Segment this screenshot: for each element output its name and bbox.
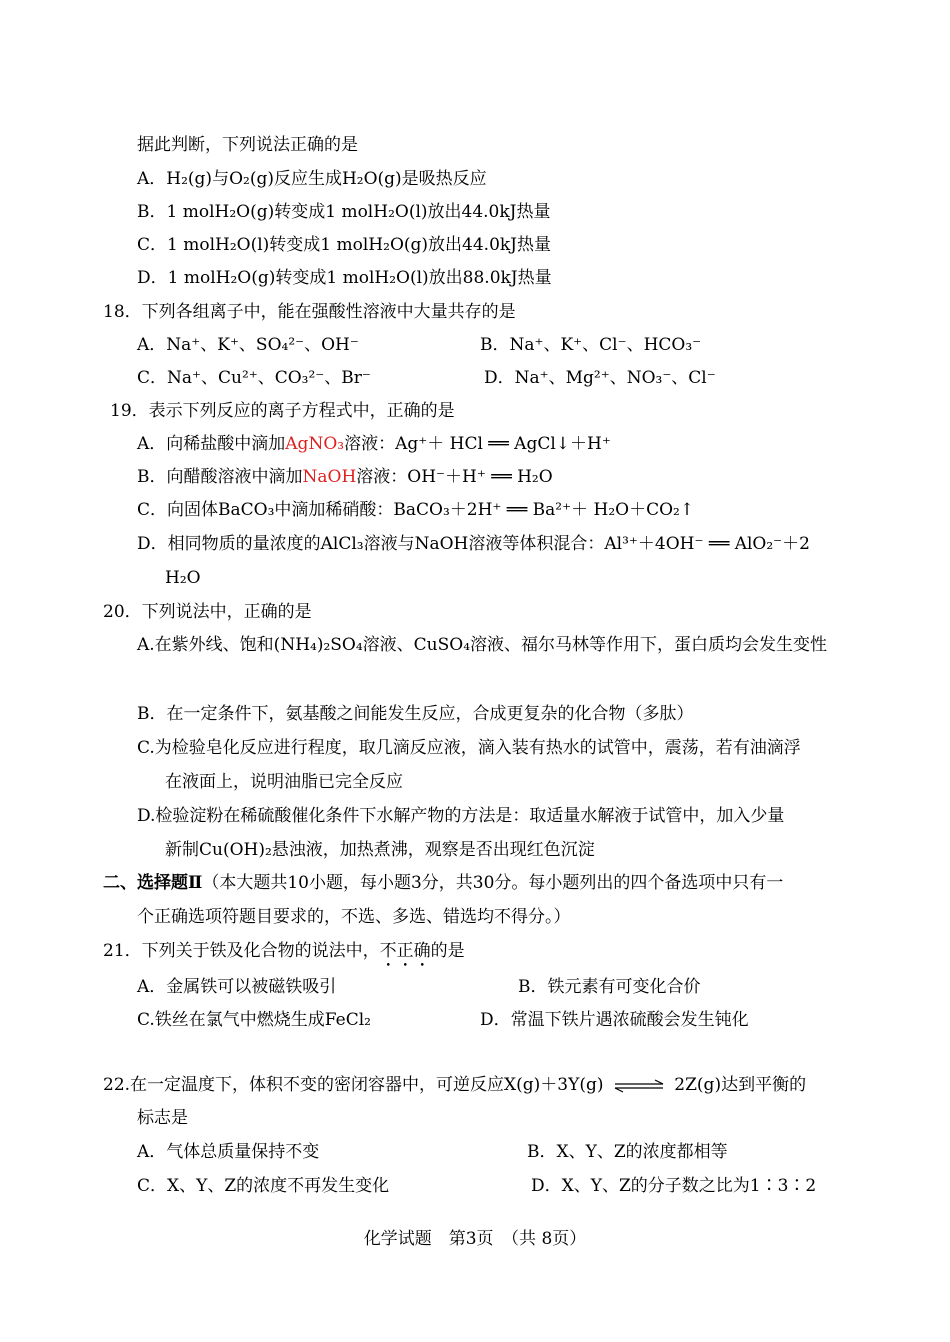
q21-option-b: B．铁元素有可变化合价 — [518, 977, 701, 997]
q21-stem — [103, 939, 465, 971]
q17-option-b: B．1 molH₂O(g)转变成1 molH₂O(l)放出44.0kJ热量 — [137, 202, 551, 222]
q19-stem: 19．表示下列反应的离子方程式中，正确的是 — [110, 401, 455, 421]
q21-option-c: C.铁丝在氯气中燃烧生成FeCl₂ — [137, 1010, 371, 1030]
q20-option-b: B．在一定条件下，氨基酸之间能发生反应，合成更复杂的化合物（多肽） — [137, 704, 694, 724]
q18-stem: 18．下列各组离子中，能在强酸性溶液中大量共存的是 — [103, 302, 516, 322]
q21-option-a: A．金属铁可以被磁铁吸引 — [137, 977, 337, 997]
q22-stem — [103, 1073, 806, 1097]
q20-option-d-cont: 新制Cu(OH)₂悬浊液，加热煮沸，观察是否出现红色沉淀 — [165, 840, 595, 860]
q19-option-b — [137, 465, 553, 489]
page-footer: 化学试题 第3页 （共 8页） — [363, 1229, 587, 1249]
q18-option-c: C．Na⁺、Cu²⁺、CO₃²⁻、Br⁻ — [137, 368, 371, 388]
q20-option-c: C.为检验皂化反应进行程度，取几滴反应液，滴入装有热水的试管中，震荡，若有油滴浮 — [137, 738, 801, 758]
q20-option-c-cont: 在液面上，说明油脂已完全反应 — [165, 772, 403, 792]
q22-stem-cont: 标志是 — [137, 1108, 188, 1128]
q18-option-d: D．Na⁺、Mg²⁺、NO₃⁻、Cl⁻ — [484, 368, 716, 388]
q22-stem-pre: 22.在一定温度下，体积不变的密闭容器中，可逆反应X(g)＋3Y(g) — [103, 1075, 604, 1095]
q18-option-b: B．Na⁺、K⁺、Cl⁻、HCO₃⁻ — [480, 335, 702, 355]
q19-a-pre: A．向稀盐酸中滴加 — [137, 434, 286, 454]
q19-option-d: D．相同物质的量浓度的AlCl₃溶液与NaOH溶液等体积混合：Al³⁺＋4OH⁻ ══ AlO₂⁻＋2 — [137, 534, 810, 554]
q20-option-d: D.检验淀粉在稀硫酸催化条件下水解产物的方法是：取适量水解液于试管中，加入少量 — [137, 806, 785, 826]
section2-title: 二、选择题Ⅱ — [103, 873, 203, 893]
q21-stem-post: 的是 — [430, 941, 465, 961]
q19-b-pre: B．向醋酸溶液中滴加 — [137, 467, 303, 487]
q19-a-post: 溶液：Ag⁺＋ HCl ══ AgCl↓＋H⁺ — [344, 434, 611, 454]
q19-option-d-cont: H₂O — [165, 568, 201, 588]
q19-option-a — [137, 432, 611, 456]
q20-option-a: A.在紫外线、饱和(NH₄)₂SO₄溶液、CuSO₄溶液、福尔马林等作用下，蛋白质均会发生变性 — [137, 635, 828, 655]
q17-option-a: A．H₂(g)与O₂(g)反应生成H₂O(g)是吸热反应 — [137, 169, 487, 189]
q17-option-c: C．1 molH₂O(l)转变成1 molH₂O(g)放出44.0kJ热量 — [137, 235, 552, 255]
q19-a-red: AgNO₃ — [285, 434, 345, 454]
q22-option-c: C．X、Y、Z的浓度不再发生变化 — [137, 1176, 390, 1196]
section2-desc: （本大题共10小题，每小题3分，共30分。每小题列出的四个备选项中只有一 — [202, 873, 784, 893]
q17-stem-cont: 据此判断，下列说法正确的是 — [137, 135, 358, 155]
q20-stem: 20．下列说法中，正确的是 — [103, 602, 312, 622]
q22-option-a: A．气体总质量保持不变 — [137, 1142, 320, 1162]
section2-heading — [103, 871, 783, 895]
q22-option-d: D．X、Y、Z的分子数之比为1∶3∶2 — [531, 1176, 817, 1196]
q19-option-c: C．向固体BaCO₃中滴加稀硝酸：BaCO₃＋2H⁺ ══ Ba²⁺＋ H₂O＋CO₂↑ — [137, 500, 695, 520]
q22-stem-post: 2Z(g)达到平衡的 — [674, 1075, 807, 1095]
equilibrium-arrow-icon — [609, 1079, 669, 1093]
q19-b-post: 溶液：OH⁻＋H⁺ ══ H₂O — [356, 467, 553, 487]
q18-option-a: A．Na⁺、K⁺、SO₄²⁻、OH⁻ — [137, 335, 359, 355]
q17-option-d: D．1 molH₂O(g)转变成1 molH₂O(l)放出88.0kJ热量 — [137, 268, 552, 288]
q21-stem-pre: 21．下列关于铁及化合物的说法中， — [103, 941, 380, 961]
q22-option-b: B．X、Y、Z的浓度都相等 — [527, 1142, 728, 1162]
q21-stem-emphasis: 不正确 — [379, 941, 431, 961]
q21-option-d: D．常温下铁片遇浓硫酸会发生钝化 — [480, 1010, 749, 1030]
section2-desc-cont: 个正确选项符题目要求的，不选、多选、错选均不得分。） — [137, 907, 571, 927]
q19-b-red: NaOH — [302, 467, 357, 487]
